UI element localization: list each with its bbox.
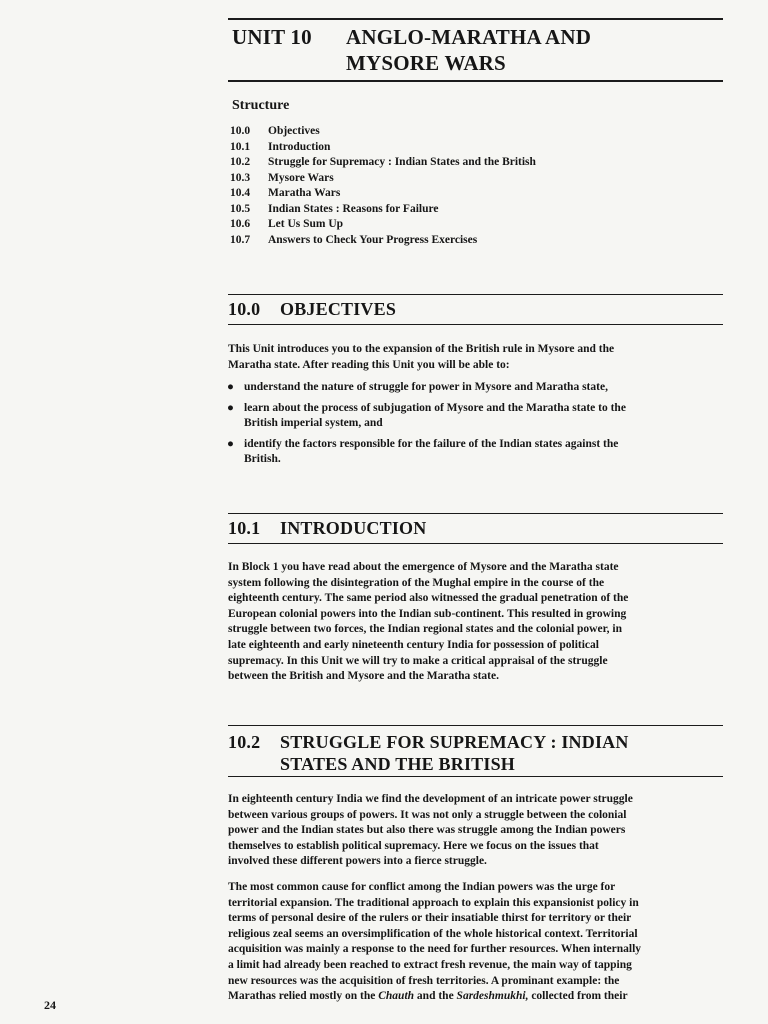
struggle-bottom-rule [228,776,723,777]
objective-item [226,380,626,396]
text-fragment: Marathas relied mostly on the [228,990,379,1003]
structure-item [230,140,536,156]
objectives-heading [228,298,396,320]
introduction-bottom-rule [228,543,723,544]
structure-item-label: Answers to Check Your Progress Exercises [268,233,478,246]
text-line: In Block 1 you have read about the emergence of Mysore and the Maratha state [228,561,619,573]
text-line: religious zeal seems an oversimplification of the whole historical context. Territorial [228,927,638,940]
structure-item-label: Introduction [268,140,331,153]
structure-item-number: 10.6 [230,218,251,230]
text-line: European colonial powers into the Indian sub-continent. This resulted in growing [228,607,627,620]
structure-item [230,217,536,233]
text-line: involved these different powers into a fierce struggle. [228,855,487,868]
term-sardeshmukhi: Sardeshmukhi, [456,990,529,1003]
text-line: power and the Indian states but also there was struggle among the Indian powers [228,824,626,837]
unit-title-line2: MYSORE WARS [346,51,506,75]
text-line: identify the factors responsible for the failure of the Indian states against the [244,437,619,450]
text-line: In eighteenth century India we find the development of an intricate power struggle [228,793,633,805]
struggle-title-line2: STATES AND THE BRITISH [280,754,515,774]
structure-item-label: Objectives [268,125,320,137]
text-line: between various groups of powers. It was not only a struggle between the colonial [228,808,627,821]
struggle-top-rule [228,725,723,726]
text-line [228,989,726,1005]
text-line: late eighteenth and early nineteenth century India for possession of political [228,638,599,651]
term-chauth: Chauth [378,990,415,1003]
struggle-title-line1: STRUGGLE FOR SUPREMACY : INDIAN [280,732,629,752]
text-line: a limit had already been reached to extract fresh revenue, the main way of tapping [228,958,632,971]
text-line: learn about the process of subjugation of Mysore and the Maratha state to the [244,401,626,414]
unit-number: UNIT 10 [232,25,312,49]
struggle-paragraph-2 [228,880,726,1005]
introduction-heading [228,517,426,539]
text-line: new resources was the acquisition of fresh territories. A prominant example: the [228,974,620,987]
objectives-number: 10.0 [228,299,261,319]
structure-item-label: Maratha Wars [268,187,341,199]
text-line: supremacy. In this Unit we will try to make a critical appraisal of the struggle [228,654,608,667]
structure-item-number: 10.4 [230,187,251,199]
text-line: British imperial system, and [244,417,383,430]
text-line: themselves to establish political supremacy. Here we focus on the issues that [228,839,599,852]
text-line: Maratha state. After reading this Unit you will be able to: [228,358,510,371]
struggle-paragraph-1 [228,792,726,870]
bullet-icon: ● [227,381,234,393]
structure-heading: Structure [232,98,290,113]
objective-item [226,437,626,468]
text-line: territorial expansion. The traditional approach to explain this expansionist policy in [228,896,639,909]
structure-item-label: Struggle for Supremacy : Indian States and the British [268,156,536,168]
structure-item-label: Mysore Wars [268,171,334,184]
introduction-paragraph [228,560,726,685]
unit-title [232,24,591,76]
structure-item-label: Indian States : Reasons for Failure [268,202,439,215]
structure-item [230,233,536,249]
text-line: The most common cause for conflict among the Indian powers was the urge for [228,881,616,893]
text-line: struggle between two forces, the Indian regional states and the colonial power, in [228,623,622,636]
struggle-number: 10.2 [228,732,261,752]
struggle-heading [228,731,629,775]
structure-list [230,124,536,248]
structure-item [230,124,536,140]
objectives-title: OBJECTIVES [280,299,397,319]
unit-title-rule [228,80,723,82]
page-number: 24 [44,998,56,1012]
text-line: acquisition was mainly a response to the need for further resources. When internally [228,943,642,956]
text-fragment: collected from their [528,990,628,1003]
text-line: between the British and Mysore and the Maratha state. [228,670,499,683]
objective-item [226,401,626,432]
text-line: eighteenth century. The same period also witnessed the gradual penetration of the [228,592,629,605]
structure-item [230,171,536,187]
text-line: terms of personal desire of the rulers or their insatiable thirst for territory or their [228,912,632,925]
structure-item [230,186,536,202]
unit-title-line1: ANGLO-MARATHA AND [346,25,592,49]
structure-item [230,155,536,171]
text-fragment: and the [414,990,457,1003]
bullet-icon: ● [227,437,234,450]
introduction-title: INTRODUCTION [280,518,427,538]
structure-item [230,202,536,218]
objectives-bottom-rule [228,324,723,325]
objectives-top-rule [228,294,723,295]
structure-item-number: 10.7 [230,233,251,246]
text-line: system following the disintegration of the Mughal empire in the course of the [228,576,605,589]
structure-item-number: 10.1 [230,140,251,153]
structure-item-number: 10.2 [230,156,251,168]
text-line: British. [244,453,281,466]
objectives-list [226,380,626,473]
bullet-icon: ● [227,401,234,414]
introduction-top-rule [228,513,723,514]
text-line: understand the nature of struggle for power in Mysore and Maratha state, [244,381,608,393]
structure-item-number: 10.5 [230,202,251,215]
structure-item-number: 10.0 [230,125,251,137]
top-rule [228,18,723,20]
structure-item-number: 10.3 [230,171,251,184]
introduction-number: 10.1 [228,518,261,538]
objectives-intro [228,342,726,373]
text-line: This Unit introduces you to the expansion of the British rule in Mysore and the [228,343,615,355]
structure-item-label: Let Us Sum Up [268,218,344,230]
